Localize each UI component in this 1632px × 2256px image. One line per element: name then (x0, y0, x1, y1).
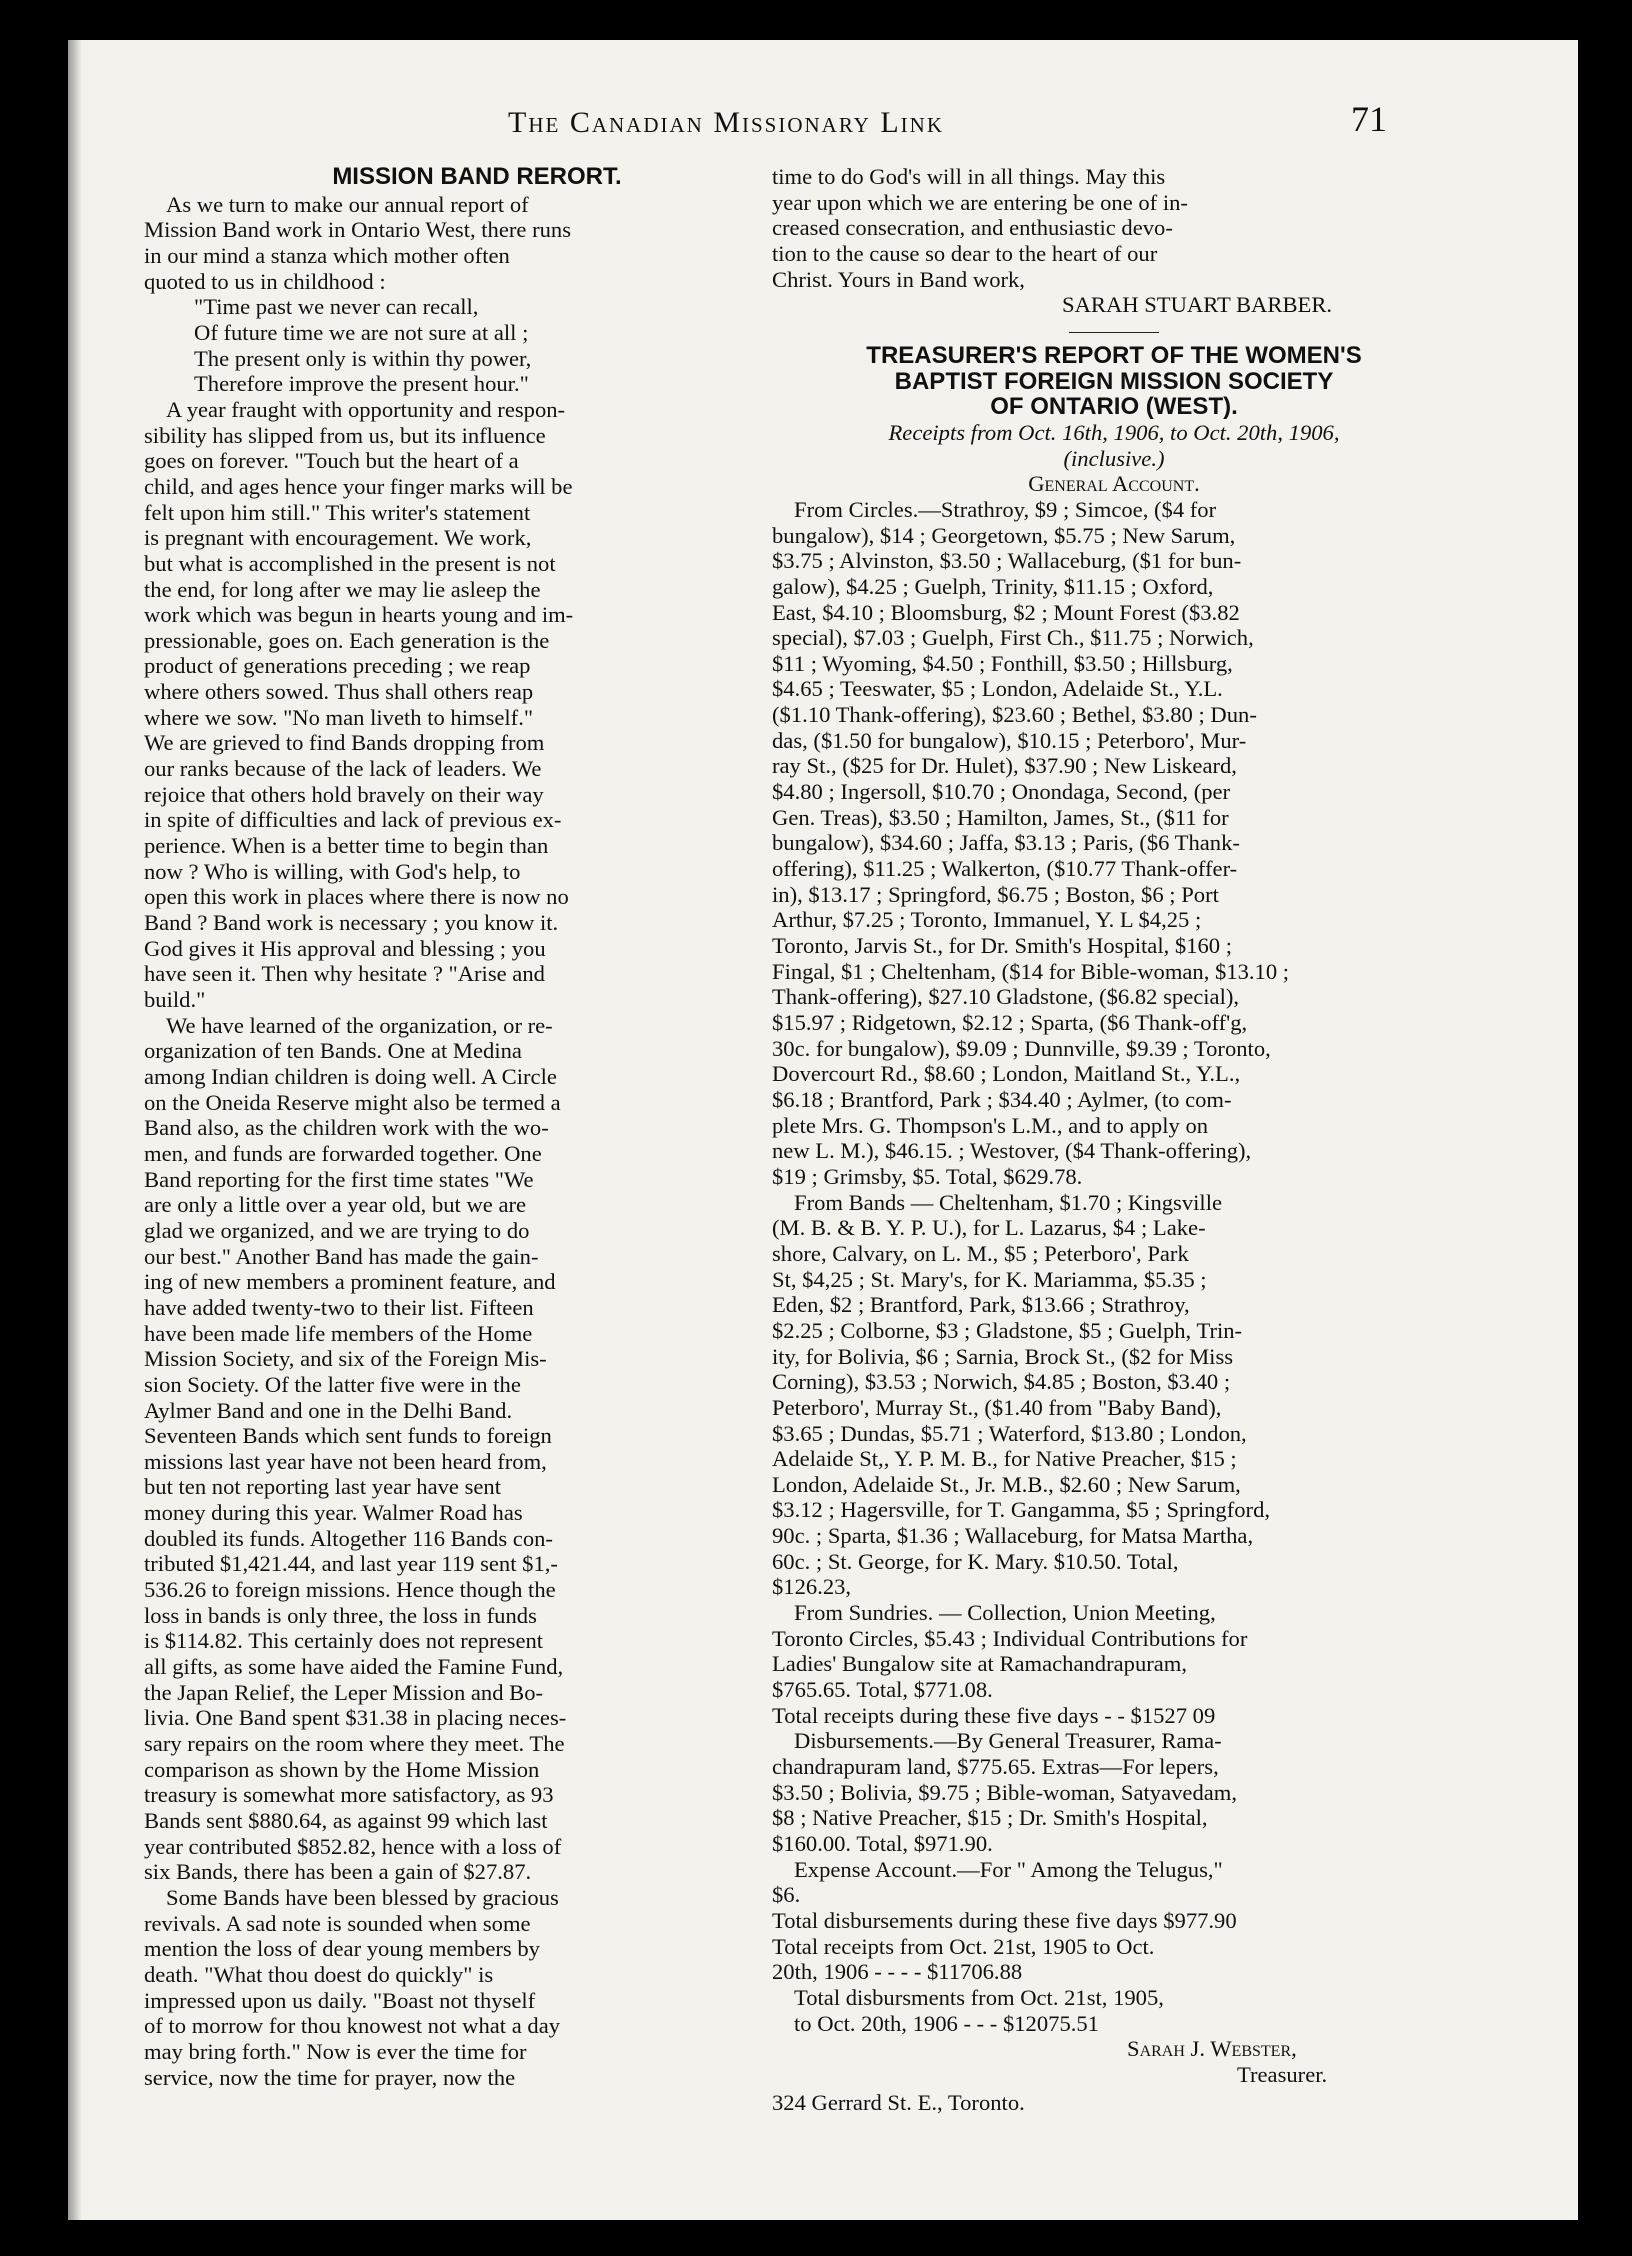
text-line: open this work in places where there is now no (144, 884, 569, 910)
account-line: $126.23, (772, 1574, 852, 1600)
account-line: Corning), $3.53 ; Norwich, $4.85 ; Boston, $3.40 ; (772, 1369, 1231, 1395)
account-line: $6.18 ; Brantford, Park ; $34.40 ; Aylmer, (to com- (772, 1086, 1232, 1112)
text-line: Band reporting for the first time states "We (144, 1166, 534, 1192)
text-line: treasury is somewhat more satisfactory, as 93 (144, 1782, 554, 1808)
text-line: goes on forever. "Touch but the heart of a (144, 448, 519, 474)
general-account-label: General Account. (1028, 471, 1200, 497)
text-line: in spite of difficulties and lack of previous ex- (144, 807, 562, 833)
treasurer-report-body (772, 497, 1456, 2036)
account-line: galow), $4.25 ; Guelph, Trinity, $11.15 ; Oxford, (772, 573, 1214, 599)
text-line: six Bands, there has been a gain of $27.87. (144, 1859, 532, 1885)
treasurer-name: Sarah J. Webster, (1127, 2036, 1297, 2062)
account-line: new L. M.), $46.15. ; Westover, ($4 Thank-offering), (772, 1138, 1252, 1164)
text-line: comparison as shown by the Home Mission (144, 1756, 540, 1782)
text-line: work which was begun in hearts young and im- (144, 602, 574, 628)
text-line: Therefore improve the present hour." (194, 371, 529, 397)
account-line: St, $4,25 ; St. Mary's, for K. Mariamma, $5.35 ; (772, 1266, 1207, 1292)
account-line: to Oct. 20th, 1906 - - - $12075.51 (794, 2010, 1099, 2036)
receipts-period (772, 420, 1456, 471)
account-line: plete Mrs. G. Thompson's L.M., and to apply on (772, 1112, 1209, 1138)
account-line: $19 ; Grimsby, $5. Total, $629.78. (772, 1163, 1083, 1189)
text-line: is $114.82. This certainly does not represent (144, 1628, 544, 1654)
text-line: among Indian children is doing well. A Circle (144, 1063, 557, 1089)
account-line: Total receipts during these five days - - $1527 09 (772, 1702, 1216, 1728)
page-edge-shadow (68, 40, 82, 2220)
text-line: missions last year have not been heard from, (144, 1448, 547, 1474)
text-line: The present only is within thy power, (194, 345, 532, 371)
section-divider (1069, 332, 1159, 333)
account-line: bungalow), $14 ; Georgetown, $5.75 ; New Sarum, (772, 522, 1236, 548)
text-line: Mission Band work in Ontario West, there runs (144, 217, 571, 243)
account-line: ity, for Bolivia, $6 ; Sarnia, Brock St., ($2 for Miss (772, 1343, 1234, 1369)
text-line: may bring forth." Now is ever the time for (144, 2038, 527, 2064)
account-line: Arthur, $7.25 ; Toronto, Immanuel, Y. L $4,25 ; (772, 907, 1202, 933)
account-line: London, Adelaide St., Jr. M.B., $2.60 ; New Sarum, (772, 1471, 1241, 1497)
account-line: Thank-offering), $27.10 Gladstone, ($6.82 special), (772, 984, 1240, 1010)
text-line: quoted to us in childhood : (144, 268, 386, 294)
text-line: sibility has slipped from us, but its influence (144, 422, 546, 448)
text-line: sion Society. Of the latter five were in the (144, 1371, 521, 1397)
account-line: Fingal, $1 ; Cheltenham, ($14 for Bible-woman, $13.10 ; (772, 958, 1290, 984)
treasurer-report-heading (772, 343, 1456, 420)
text-line: Band ? Band work is necessary ; you know it. (144, 910, 559, 936)
account-line: offering), $11.25 ; Walkerton, ($10.77 Thank-offer- (772, 856, 1238, 882)
account-line: (M. B. & B. Y. P. U.), for L. Lazarus, $4 ; Lake- (772, 1215, 1206, 1241)
text-line: year contributed $852.82, hence with a loss of (144, 1833, 562, 1859)
scanned-page (68, 40, 1578, 2220)
text-line: the end, for long after we may lie asleep the (144, 576, 541, 602)
text-line: sary repairs on the room where they meet. The (144, 1731, 565, 1757)
text-line: Band also, as the children work with the wo- (144, 1115, 549, 1141)
text-line: product of generations preceding ; we reap (144, 653, 531, 679)
text-line: A year fraught with opportunity and respon- (166, 396, 566, 422)
text-line: have seen it. Then why hesitate ? "Arise and (144, 961, 545, 987)
text-line: service, now the time for prayer, now the (144, 2064, 516, 2090)
account-line: $15.97 ; Ridgetown, $2.12 ; Sparta, ($6 Thank-off'g, (772, 1010, 1248, 1035)
period-line: Receipts from Oct. 16th, 1906, to Oct. 20th, 1906, (888, 419, 1340, 445)
account-line: ($1.10 Thank-offering), $23.60 ; Bethel, $3.80 ; Dun- (772, 702, 1257, 728)
account-line: Ladies' Bungalow site at Ramachandrapuram, (772, 1651, 1188, 1677)
text-line: loss in bands is only three, the loss in funds (144, 1602, 537, 1628)
account-line: Toronto Circles, $5.43 ; Individual Contributions for (772, 1625, 1248, 1651)
text-line: Aylmer Band and one in the Delhi Band. (144, 1397, 513, 1423)
account-line: From Bands — Cheltenham, $1.70 ; Kingsville (794, 1189, 1223, 1215)
text-line: organization of ten Bands. One at Medina (144, 1038, 522, 1064)
account-line: From Circles.—Strathroy, $9 ; Simcoe, ($4 for (794, 496, 1217, 522)
text-line: creased consecration, and enthusiastic devo- (772, 215, 1173, 241)
text-line: child, and ages hence your finger marks will be (144, 473, 573, 499)
account-line: Total disbursements during these five days $977.90 (772, 1907, 1237, 1933)
text-line: our ranks because of the lack of leaders. We (144, 756, 542, 782)
account-line: 20th, 1906 - - - - $11706.88 (772, 1959, 1023, 1985)
treasurer-address: 324 Gerrard St. E., Toronto. (772, 2089, 1025, 2115)
running-title: The Canadian Missionary Link (508, 106, 944, 139)
text-line: all gifts, as some have aided the Famine Fund, (144, 1654, 564, 1680)
account-line: ray St., ($25 for Dr. Hulet), $37.90 ; New Liskeard, (772, 753, 1237, 779)
account-line: $3.50 ; Bolivia, $9.75 ; Bible-woman, Satyavedam, (772, 1779, 1237, 1805)
account-line: Total receipts from Oct. 21st, 1905 to Oct. (772, 1933, 1155, 1959)
account-line: Eden, $2 ; Brantford, Park, $13.66 ; Strathroy, (772, 1292, 1190, 1318)
text-line: Bands sent $880.64, as against 99 which last (144, 1808, 548, 1833)
text-line: Some Bands have been blessed by gracious (166, 1884, 559, 1910)
text-line: men, and funds are forwarded together. One (144, 1140, 542, 1166)
account-line: chandrapuram land, $775.65. Extras—For lepers, (772, 1754, 1219, 1780)
account-line: East, $4.10 ; Bloomsburg, $2 ; Mount Forest ($3.82 (772, 599, 1240, 625)
heading-line: BAPTIST FOREIGN MISSION SOCIETY (894, 368, 1334, 395)
text-line: is pregnant with encouragement. We work, (144, 525, 532, 551)
account-line: Expense Account.—For " Among the Telugus," (794, 1856, 1223, 1882)
text-line: are only a little over a year old, but we are (144, 1192, 527, 1218)
account-line: $160.00. Total, $971.90. (772, 1831, 993, 1856)
account-line: $3.75 ; Alvinston, $3.50 ; Wallaceburg, ($1 for bun- (772, 548, 1242, 574)
text-line: Christ. Yours in Band work, (772, 266, 1025, 292)
account-line: special), $7.03 ; Guelph, First Ch., $11.75 ; Norwich, (772, 625, 1254, 651)
text-line: perience. When is a better time to begin than (144, 833, 549, 859)
text-line: death. "What thou doest do quickly" is (144, 1961, 494, 1987)
text-line: the Japan Relief, the Leper Mission and Bo- (144, 1679, 544, 1705)
account-line: Toronto, Jarvis St., for Dr. Smith's Hospital, $160 ; (772, 933, 1233, 959)
text-line: have been made life members of the Home (144, 1320, 533, 1346)
account-line: Total disbursments from Oct. 21st, 1905, (794, 1984, 1164, 2010)
account-line: $11 ; Wyoming, $4.50 ; Fonthill, $3.50 ; Hillsburg, (772, 650, 1233, 676)
account-line: $6. (772, 1882, 801, 1908)
account-line: Peterboro', Murray St., ($1.40 from "Baby Band), (772, 1394, 1222, 1420)
account-line: $3.65 ; Dundas, $5.71 ; Waterford, $13.80 ; London, (772, 1420, 1247, 1446)
text-line: pressionable, goes on. Each generation is the (144, 627, 550, 653)
account-line: 90c. ; Sparta, $1.36 ; Wallaceburg, for Matsa Martha, (772, 1523, 1254, 1549)
text-line: on the Oneida Reserve might also be termed a (144, 1089, 561, 1115)
left-column (144, 164, 810, 2090)
account-line: das, ($1.50 for bungalow), $10.15 ; Peterboro', Mur- (772, 727, 1247, 753)
page-header (68, 99, 1578, 156)
text-line: livia. One Band spent $31.38 in placing neces- (144, 1705, 567, 1731)
account-line: Dovercourt Rd., $8.60 ; London, Maitland St., Y.L., (772, 1061, 1241, 1087)
text-line: where we sow. "No man liveth to himself." (144, 704, 534, 730)
text-line: glad we organized, and we are trying to do (144, 1217, 530, 1243)
text-line: mention the loss of dear young members by (144, 1936, 540, 1962)
period-line: (inclusive.) (1063, 445, 1165, 471)
account-line: Disbursements.—By General Treasurer, Rama- (794, 1728, 1222, 1754)
right-column (772, 164, 1456, 2115)
mission-band-heading: MISSION BAND RERORT. (332, 164, 622, 190)
text-line: Of future time we are not sure at all ; (194, 319, 529, 345)
text-line: ing of new members a prominent feature, and (144, 1269, 556, 1295)
account-line: $4.80 ; Ingersoll, $10.70 ; Onondaga, Second, (per (772, 779, 1231, 805)
band-signature: SARAH STUART BARBER. (1062, 292, 1333, 318)
text-line: God gives it His approval and blessing ; you (144, 935, 546, 961)
account-line: $2.25 ; Colborne, $3 ; Gladstone, $5 ; Guelph, Trin- (772, 1317, 1243, 1343)
text-line: impressed upon us daily. "Boast not thyself (144, 1987, 536, 2013)
text-line: year upon which we are entering be one of in- (772, 189, 1188, 215)
text-line: 536.26 to foreign missions. Hence though the (144, 1577, 556, 1603)
text-line: but what is accomplished in the present is not (144, 550, 556, 576)
page-number: 71 (1351, 99, 1387, 139)
account-line: $4.65 ; Teeswater, $5 ; London, Adelaide St., Y.L. (772, 676, 1223, 702)
account-line: 60c. ; St. George, for K. Mary. $10.50. Total, (772, 1548, 1179, 1574)
account-line: Adelaide St,, Y. P. M. B., for Native Preacher, $15 ; (772, 1446, 1237, 1472)
text-line: doubled its funds. Altogether 116 Bands con- (144, 1525, 553, 1551)
account-line: shore, Calvary, on L. M., $5 ; Peterboro', Park (772, 1240, 1189, 1266)
text-line: We are grieved to find Bands dropping from (144, 730, 545, 756)
text-line: now ? Who is willing, with God's help, to (144, 858, 521, 884)
text-line: money during this year. Walmer Road has (144, 1500, 523, 1526)
heading-line: TREASURER'S REPORT OF THE WOMEN'S (866, 342, 1362, 369)
text-line: Mission Society, and six of the Foreign Mis- (144, 1346, 547, 1372)
report-continuation (772, 164, 1456, 292)
text-line: Seventeen Bands which sent funds to foreign (144, 1423, 552, 1449)
text-line: tion to the cause so dear to the heart of our (772, 240, 1158, 266)
account-line: Gen. Treas), $3.50 ; Hamilton, James, St., ($11 for (772, 804, 1229, 830)
treasurer-title: Treasurer. (1237, 2061, 1328, 2087)
account-line: $8 ; Native Preacher, $15 ; Dr. Smith's Hospital, (772, 1805, 1208, 1831)
text-line: our best." Another Band has made the gain- (144, 1243, 539, 1269)
text-line: revivals. A sad note is sounded when some (144, 1910, 531, 1936)
text-line: tributed $1,421.44, and last year 119 sent $1,- (144, 1551, 558, 1577)
text-line: felt upon him still." This writer's statement (144, 499, 531, 525)
account-line: 30c. for bungalow), $9.09 ; Dunnville, $9.39 ; Toronto, (772, 1035, 1271, 1061)
mission-band-report-body (144, 192, 810, 2091)
text-line: where others sowed. Thus shall others reap (144, 679, 534, 705)
text-line: As we turn to make our annual report of (166, 191, 529, 217)
text-line: of to morrow for thou knowest not what a day (144, 2013, 561, 2039)
text-line: in our mind a stanza which mother often (144, 242, 510, 268)
heading-line: OF ONTARIO (WEST). (990, 394, 1238, 420)
text-line: but ten not reporting last year have sent (144, 1474, 501, 1500)
account-line: in), $13.17 ; Springford, $6.75 ; Boston, $6 ; Port (772, 881, 1219, 907)
account-line: $3.12 ; Hagersville, for T. Gangamma, $5 ; Springford, (772, 1497, 1271, 1523)
text-line: We have learned of the organization, or re- (166, 1012, 553, 1038)
text-line: rejoice that others hold bravely on their way (144, 781, 544, 807)
text-line: build." (144, 987, 206, 1012)
account-line: $765.65. Total, $771.08. (772, 1677, 993, 1703)
text-line: "Time past we never can recall, (194, 294, 479, 320)
text-line: time to do God's will in all things. May this (772, 164, 1166, 189)
text-line: have added twenty-two to their list. Fifteen (144, 1294, 534, 1320)
account-line: From Sundries. — Collection, Union Meeting, (794, 1600, 1216, 1626)
account-line: bungalow), $34.60 ; Jaffa, $3.13 ; Paris, ($6 Thank- (772, 830, 1240, 856)
